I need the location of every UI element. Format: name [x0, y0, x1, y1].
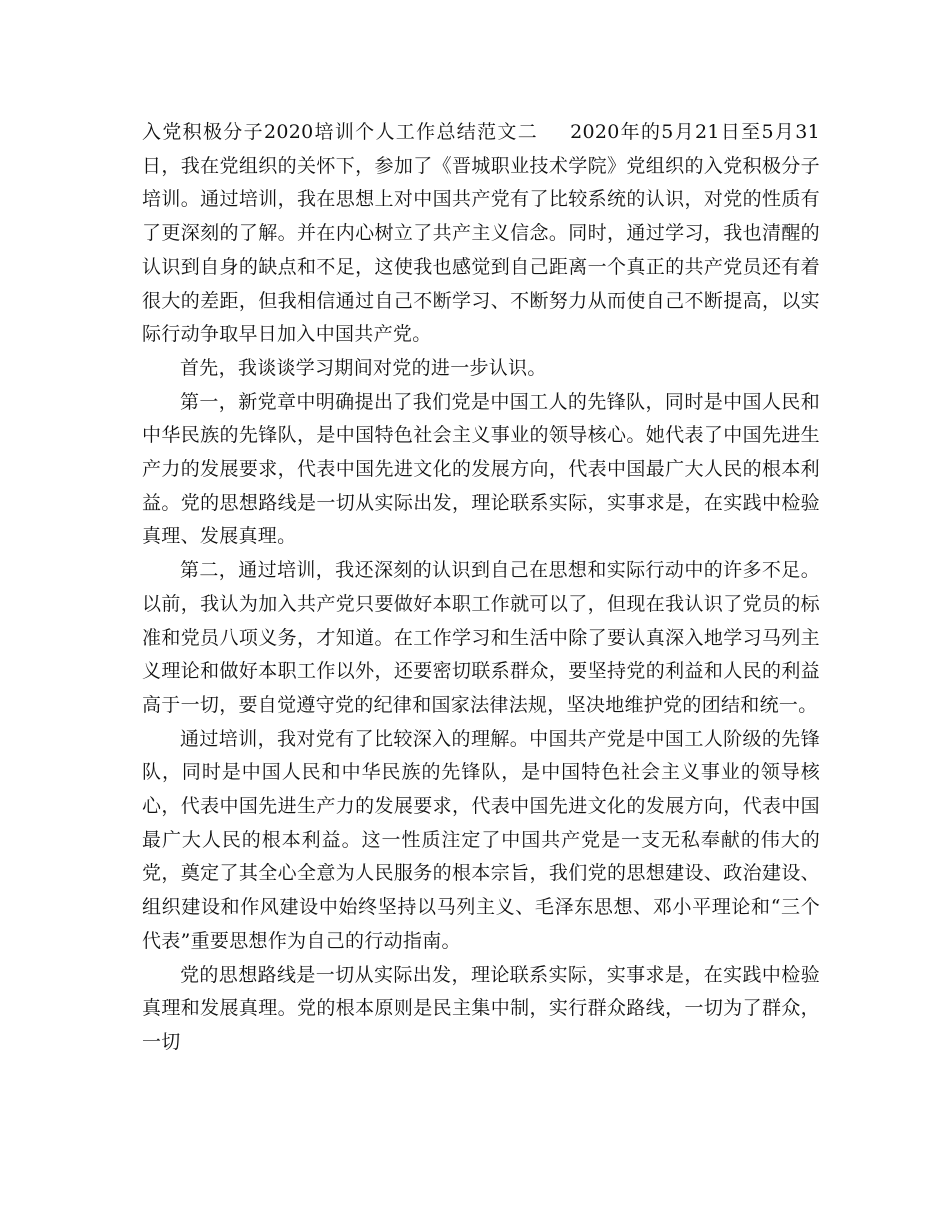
paragraph-4: 第二，通过培训，我还深刻的认识到自己在思想和实际行动中的许多不足。以前，我认为加入共产党只要做好本职工作就可以了，但现在我认识了党员的标准和党员八项义务，才知道。在工作学习和生活中除了要认真深入地学习马列主义理论和做好本职工作以外，还要密切联系群众，要坚持党的利益和人民的利益高于一切，要自觉遵守党的纪律和国家法律法规，坚决地维护党的团结和统一。 — [142, 559, 820, 716]
paragraph-5: 通过培训，我对党有了比较深入的理解。中国共产党是中国工人阶级的先锋队，同时是中国人民和中华民族的先锋队，是中国特色社会主义事业的领导核心，代表中国先进生产力的发展要求，代表中国先进文化的发展方向，代表中国最广大人民的根本利益。这一性质注定了中国共产党是一支无私奉献的伟大的党，奠定了其全心全意为人民服务的根本宗旨，我们党的思想建设、政治建设、组织建设和作风建设中始终坚持以马列主义、毛泽东思想、邓小平理论和“三个代表”重要思想作为自己的行动指南。 — [142, 727, 820, 952]
document-body — [142, 116, 820, 1060]
intro-paragraph — [142, 116, 820, 352]
paragraph-3: 第一，新党章中明确提出了我们党是中国工人的先锋队，同时是中国人民和中华民族的先锋队，是中国特色社会主义事业的领导核心。她代表了中国先进生产力的发展要求，代表中国先进文化的发展方向，代表中国最广大人民的根本利益。党的思想路线是一切从实际出发，理论联系实际，实事求是，在实践中检验真理、发展真理。 — [142, 390, 820, 548]
paragraph-1-text: 2020年的5月21日至5月31日，我在党组织的关怀下，参加了《晋城职业技术学院》党组织的入党积极分子培训。通过培训，我在思想上对中国共产党有了比较系统的认识，对党的性质有了更深刻的了解。并在内心树立了共产主义信念。同时，通过学习，我也清醒的认识到自身的缺点和不足，这使我也感觉到自己距离一个真正的共产党员还有着很大的差距，但我相信通过自己不断学习、不断努力从而使自己不断提高，以实际行动争取早日加入中国共产党。 — [142, 121, 820, 346]
paragraph-2: 首先，我谈谈学习期间对党的进一步认识。 — [180, 356, 547, 379]
document-title: 入党积极分子2020培训个人工作总结范文二 — [142, 121, 539, 143]
paragraph-6: 党的思想路线是一切从实际出发，理论联系实际，实事求是，在实践中检验真理和发展真理。党的根本原则是民主集中制，实行群众路线，一切为了群众，一切 — [142, 963, 820, 1053]
